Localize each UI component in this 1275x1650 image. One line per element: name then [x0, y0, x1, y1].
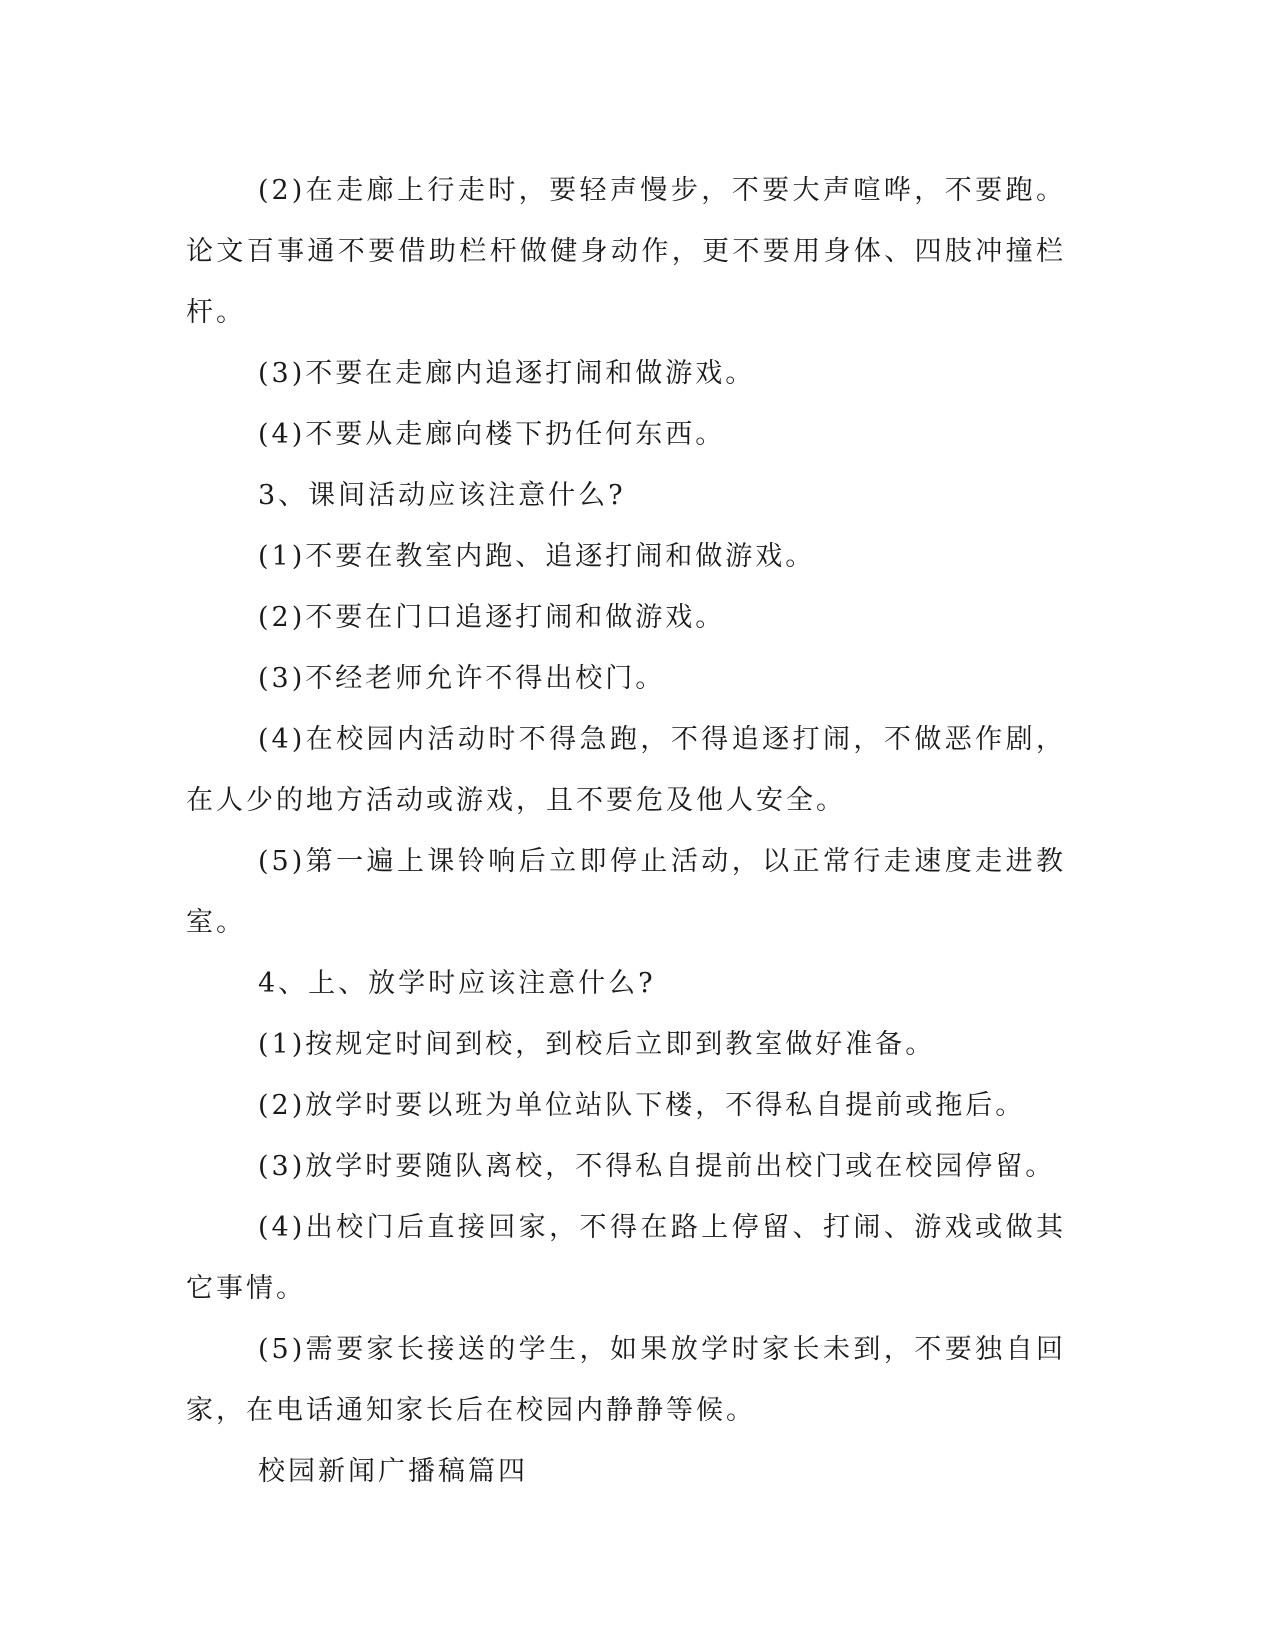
section-title-part-four: 校园新闻广播稿篇四 — [258, 1456, 528, 1487]
paragraph-campus-activities: (4)在校园内活动时不得急跑，不得追逐打闹，不做恶作剧，在人少的地方活动或游戏，且不要危及他人安全。 — [186, 724, 1066, 816]
paragraph-corridor-chasing: (3)不要在走廊内追逐打闹和做游戏。 — [258, 358, 756, 389]
paragraph-corridor-throwing: (4)不要从走廊向楼下扔任何东西。 — [258, 419, 726, 450]
paragraph-leaving-school: (3)不经老师允许不得出校门。 — [258, 663, 666, 694]
section-heading-arrival-dismissal: 4、上、放学时应该注意什么? — [258, 968, 656, 999]
paragraph-doorway-chasing: (2)不要在门口追逐打闹和做游戏。 — [258, 602, 726, 633]
paragraph-corridor-walking: (2)在走廊上行走时，要轻声慢步，不要大声喧哗，不要跑。论文百事通不要借助栏杆做健身动作，更不要用身体、四肢冲撞栏杆。 — [186, 175, 1066, 328]
paragraph-first-bell: (5)第一遍上课铃响后立即停止活动，以正常行走速度走进教室。 — [186, 846, 1066, 938]
paragraph-leave-with-team: (3)放学时要随队离校，不得私自提前出校门或在校园停留。 — [258, 1151, 1056, 1182]
paragraph-arrive-on-time: (1)按规定时间到校，到校后立即到教室做好准备。 — [258, 1029, 936, 1060]
section-heading-break-activities: 3、课间活动应该注意什么? — [258, 480, 626, 511]
paragraph-go-straight-home: (4)出校门后直接回家，不得在路上停留、打闹、游戏或做其它事情。 — [186, 1212, 1066, 1304]
paragraph-line-up: (2)放学时要以班为单位站队下楼，不得私自提前或拖后。 — [258, 1090, 1026, 1121]
document-body — [186, 160, 1066, 1502]
paragraph-classroom-running: (1)不要在教室内跑、追逐打闹和做游戏。 — [258, 541, 816, 572]
paragraph-parent-pickup: (5)需要家长接送的学生，如果放学时家长未到，不要独自回家，在电话通知家长后在校园内静静等候。 — [186, 1334, 1066, 1426]
